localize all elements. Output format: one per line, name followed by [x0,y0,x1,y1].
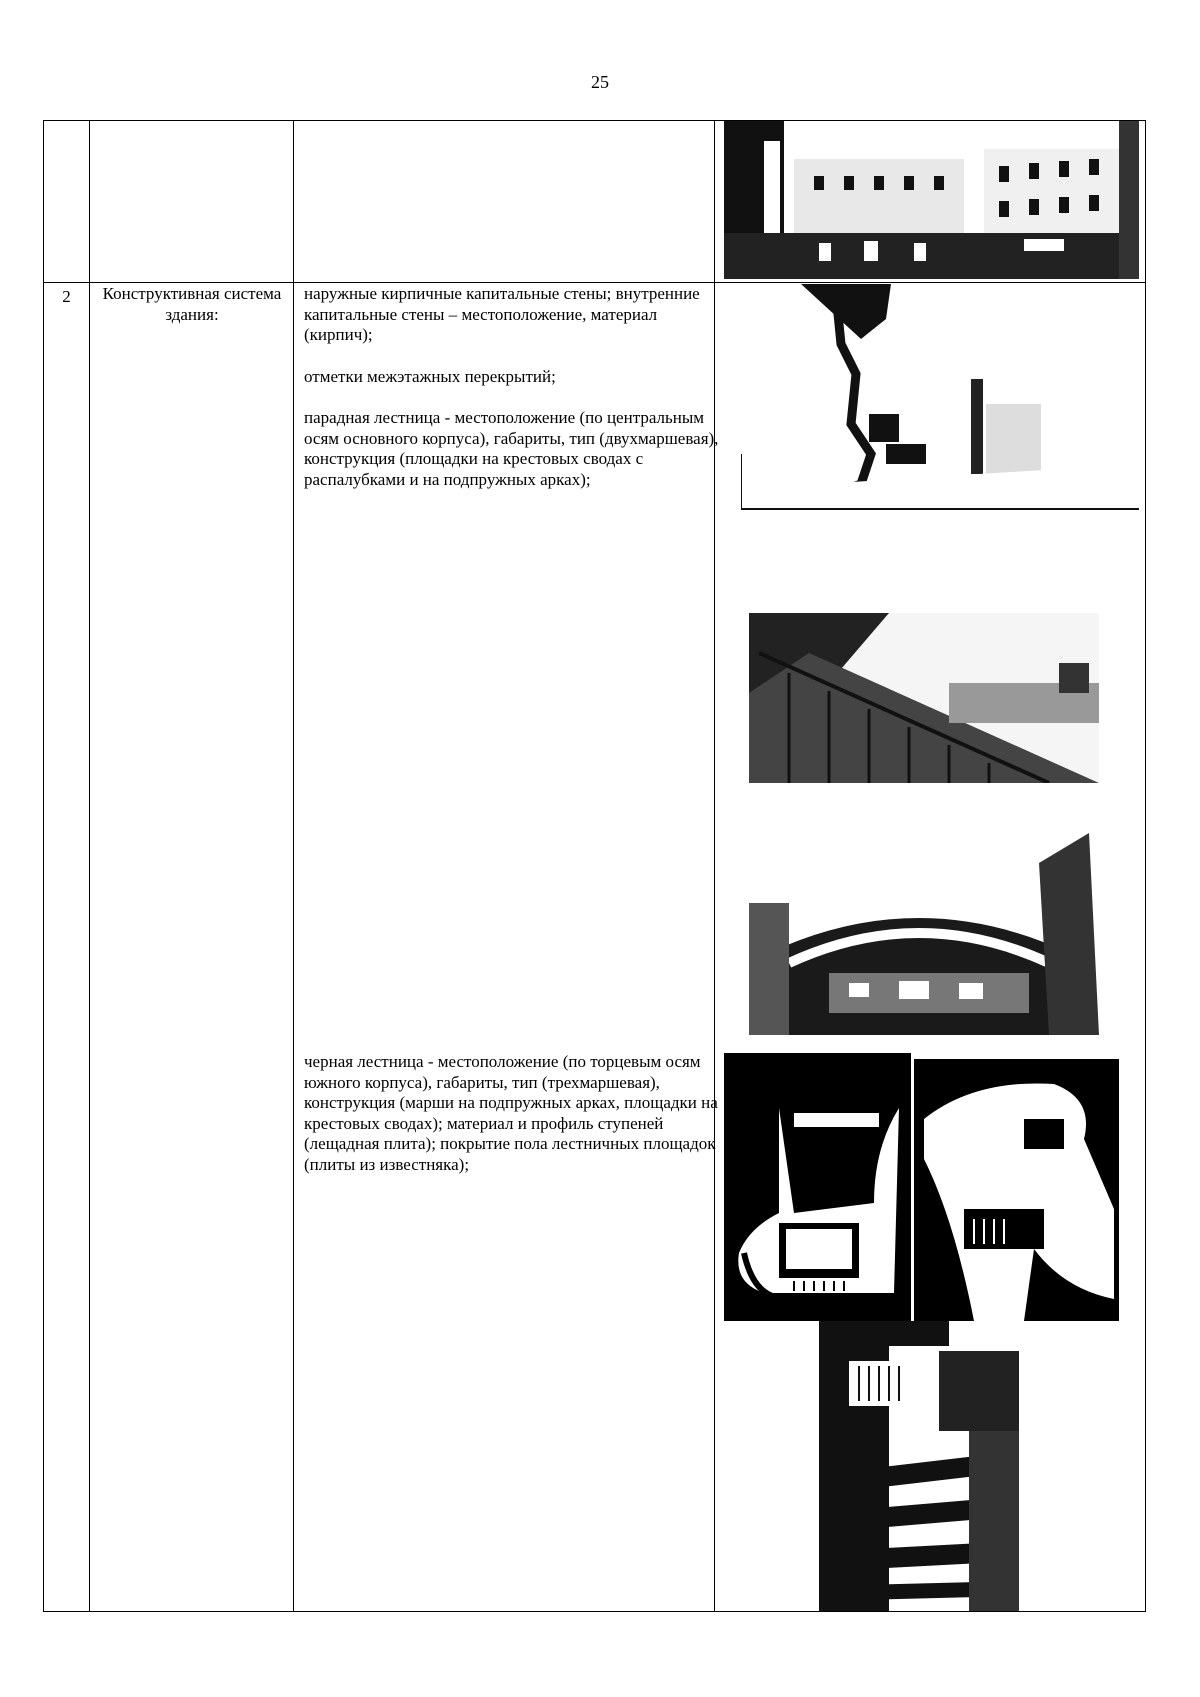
description-paragraph: наружные кирпичные капитальные стены; внутренние капитальные стены – местоположение, материал (кирпич); [304,284,700,344]
document-table [43,120,1146,1612]
back-staircase-photo-left [724,1053,911,1321]
page-number: 25 [591,72,609,92]
description-top [304,284,724,511]
row-number: 2 [62,287,71,306]
vaulted-landing-photo [749,803,1099,1035]
description-paragraph: отметки межэтажных перекрытий; [304,366,556,386]
main-staircase-railing-photo [749,613,1099,783]
description-paragraph: парадная лестница - местоположение (по центральным осям основного корпуса), габариты, тип (двухмаршевая), конструкция (площадки на крестовых сводах с распалубками и на подпружных арках); [304,408,719,489]
back-staircase-steps-photo [819,1321,1019,1611]
column-divider [293,121,294,1611]
courtyard-photo [724,121,1139,279]
description-bottom: черная лестница - местоположение (по торцевым осям южного корпуса), габариты, тип (трехмаршевая), конструкция (марши на подпружных арках, площадки на крестовых сводах); материал и профиль ступеней (лещадная плита); покрытие пола лестничных площадок (плиты из известняка); [304,1052,718,1174]
row-divider [44,282,1145,283]
back-staircase-photo-right [914,1059,1119,1321]
wall-crack-photo [741,284,1139,518]
column-divider [89,121,90,1611]
row-name: Конструктивная система здания: [102,284,282,324]
